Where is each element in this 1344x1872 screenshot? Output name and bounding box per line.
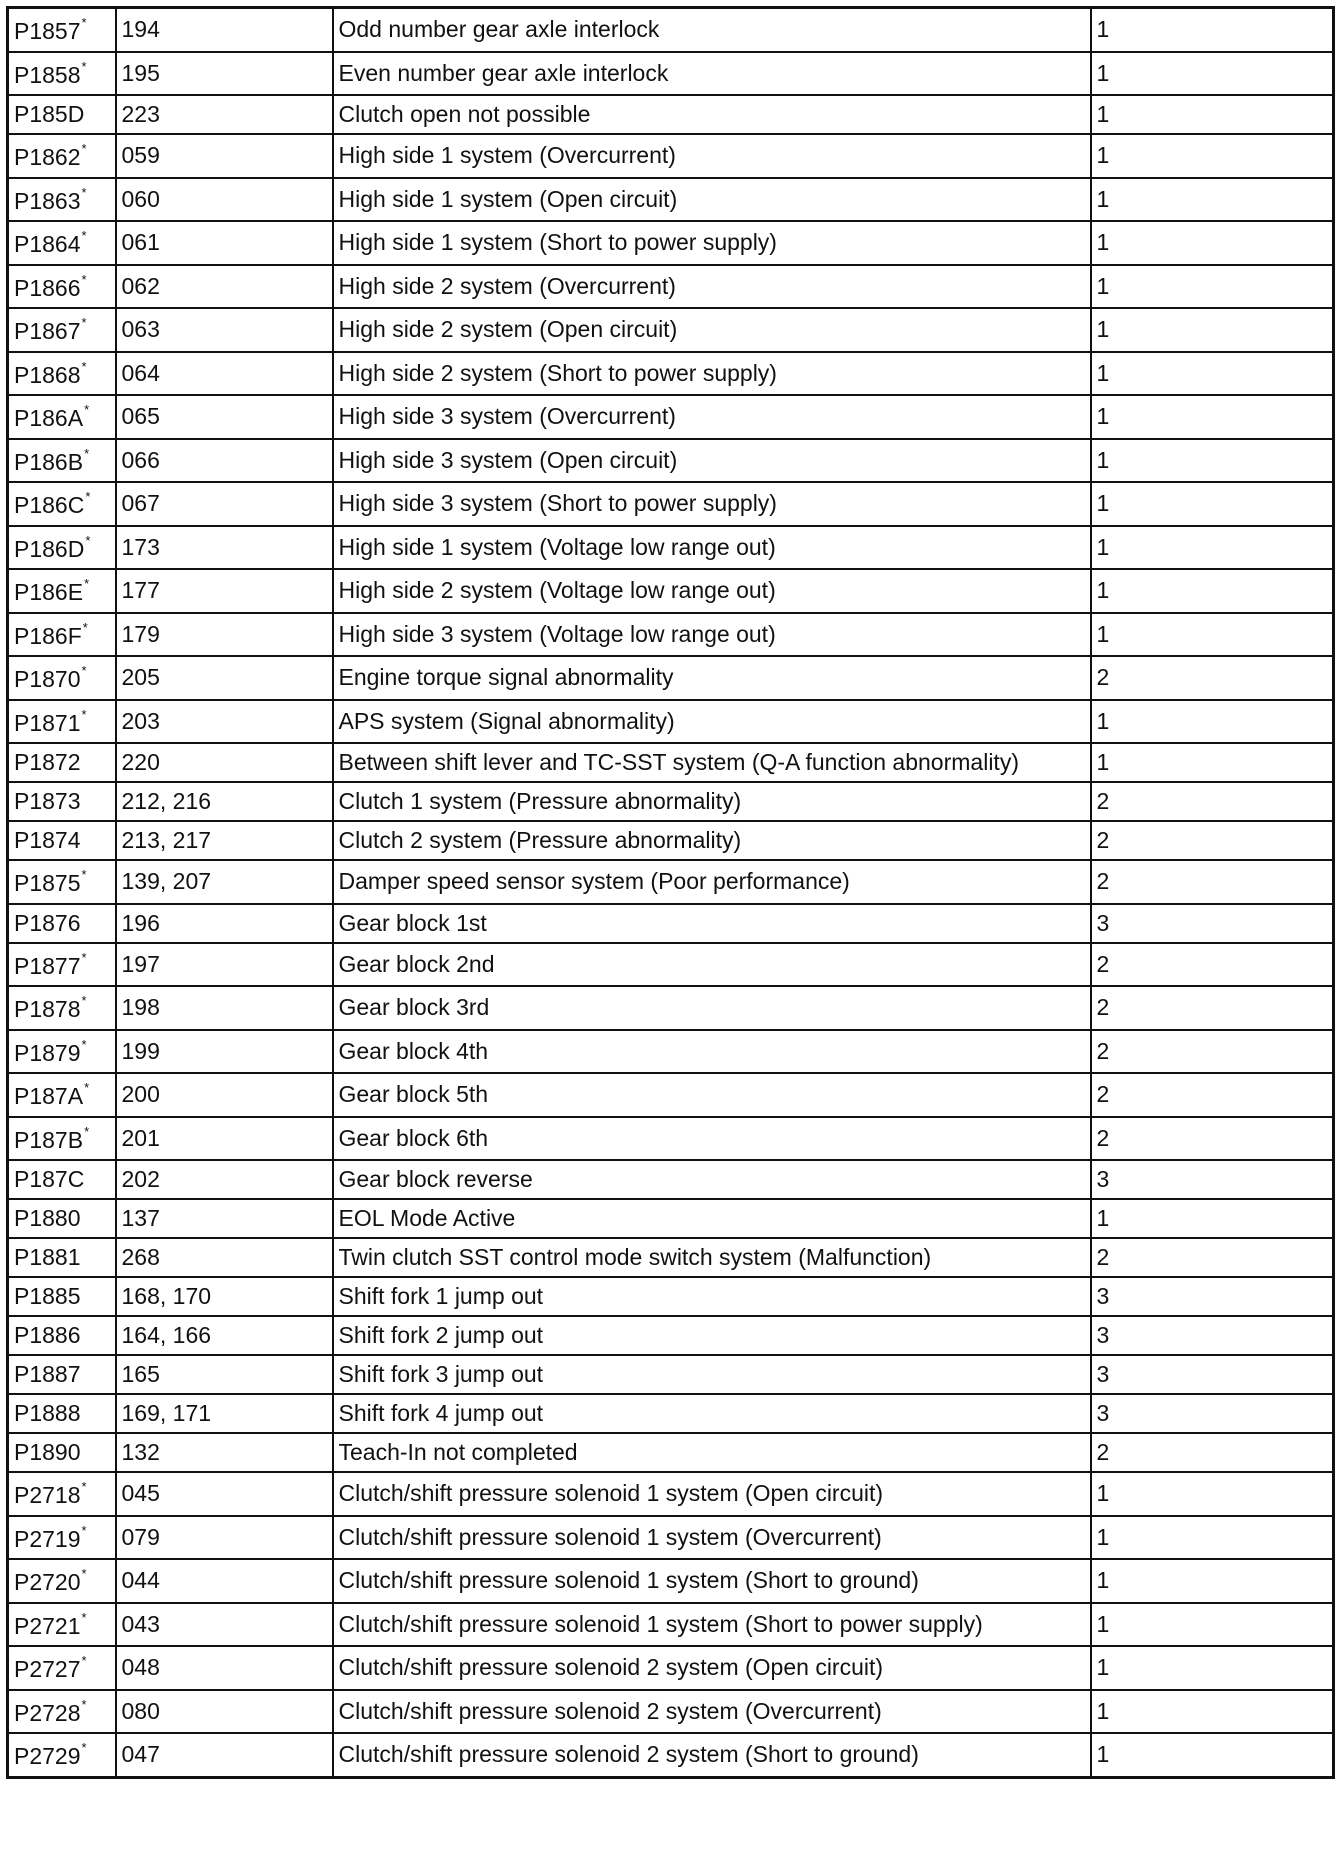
dtc-cell (8, 1238, 116, 1277)
description-cell: Even number gear axle interlock (333, 52, 1091, 96)
description-cell: Clutch/shift pressure solenoid 1 system (Short to power supply) (333, 1603, 1091, 1647)
dtc-cell (8, 1355, 116, 1394)
number-cell: 196 (116, 904, 333, 943)
number-cell: 137 (116, 1199, 333, 1238)
number-cell: 205 (116, 656, 333, 700)
dtc-cell (8, 1160, 116, 1199)
description-cell: APS system (Signal abnormality) (333, 700, 1091, 744)
value-cell: 2 (1091, 782, 1334, 821)
description-cell: Gear block 4th (333, 1030, 1091, 1074)
number-cell: 062 (116, 265, 333, 309)
dtc-cell (8, 221, 116, 265)
description-cell: Gear block 3rd (333, 986, 1091, 1030)
number-cell: 179 (116, 613, 333, 657)
number-cell: 061 (116, 221, 333, 265)
dtc-code: P1880 (14, 1205, 81, 1231)
dtc-cell (8, 395, 116, 439)
number-cell: 139, 207 (116, 860, 333, 904)
dtc-cell (8, 904, 116, 943)
dtc-cell (8, 986, 116, 1030)
dtc-code: P2720 (14, 1569, 81, 1596)
description-cell: High side 1 system (Short to power supply) (333, 221, 1091, 265)
value-cell: 2 (1091, 821, 1334, 860)
description-cell: Clutch open not possible (333, 95, 1091, 134)
dtc-cell (8, 95, 116, 134)
table-row (8, 569, 1334, 613)
number-cell: 060 (116, 178, 333, 222)
dtc-cell (8, 8, 116, 52)
value-cell: 2 (1091, 1238, 1334, 1277)
dtc-code: P186D (14, 535, 85, 562)
value-cell: 3 (1091, 904, 1334, 943)
asterisk-mark: * (84, 1123, 90, 1139)
number-cell: 213, 217 (116, 821, 333, 860)
number-cell: 063 (116, 308, 333, 352)
dtc-code: P1890 (14, 1439, 81, 1465)
description-cell: High side 2 system (Open circuit) (333, 308, 1091, 352)
description-cell: Odd number gear axle interlock (333, 8, 1091, 52)
asterisk-mark: * (81, 1036, 87, 1052)
number-cell: 079 (116, 1516, 333, 1560)
value-cell: 2 (1091, 943, 1334, 987)
asterisk-mark: * (84, 1080, 90, 1096)
description-cell: Damper speed sensor system (Poor performance) (333, 860, 1091, 904)
dtc-code: P1879 (14, 1039, 81, 1066)
table-row (8, 1199, 1334, 1238)
dtc-cell (8, 743, 116, 782)
dtc-code: P1877 (14, 952, 81, 979)
number-cell: 199 (116, 1030, 333, 1074)
asterisk-mark: * (81, 1696, 87, 1712)
number-cell: 223 (116, 95, 333, 134)
description-cell: Shift fork 1 jump out (333, 1277, 1091, 1316)
value-cell: 1 (1091, 613, 1334, 657)
number-cell: 065 (116, 395, 333, 439)
asterisk-mark: * (81, 271, 87, 287)
dtc-code: P1878 (14, 996, 81, 1023)
value-cell: 2 (1091, 1433, 1334, 1472)
dtc-table-body (8, 8, 1334, 1778)
value-cell: 1 (1091, 308, 1334, 352)
table-row (8, 1117, 1334, 1161)
dtc-cell (8, 1073, 116, 1117)
number-cell: 064 (116, 352, 333, 396)
number-cell: 173 (116, 526, 333, 570)
dtc-code: P1863 (14, 187, 81, 214)
asterisk-mark: * (85, 489, 91, 505)
value-cell: 1 (1091, 221, 1334, 265)
description-cell: Twin clutch SST control mode switch system (Malfunction) (333, 1238, 1091, 1277)
asterisk-mark: * (81, 58, 87, 74)
table-row (8, 613, 1334, 657)
number-cell: 198 (116, 986, 333, 1030)
dtc-code: P1875 (14, 870, 81, 897)
table-row (8, 743, 1334, 782)
dtc-cell (8, 134, 116, 178)
dtc-cell (8, 1199, 116, 1238)
description-cell: High side 1 system (Overcurrent) (333, 134, 1091, 178)
dtc-code: P2719 (14, 1525, 81, 1552)
description-cell: Clutch/shift pressure solenoid 1 system (Short to ground) (333, 1559, 1091, 1603)
description-cell: EOL Mode Active (333, 1199, 1091, 1238)
table-row (8, 1646, 1334, 1690)
asterisk-mark: * (81, 993, 87, 1009)
dtc-cell (8, 265, 116, 309)
dtc-cell (8, 352, 116, 396)
description-cell: High side 2 system (Short to power supply) (333, 352, 1091, 396)
asterisk-mark: * (81, 1479, 87, 1495)
dtc-code: P1885 (14, 1283, 81, 1309)
description-cell: Clutch/shift pressure solenoid 2 system (Overcurrent) (333, 1690, 1091, 1734)
dtc-code: P187B (14, 1126, 84, 1153)
value-cell: 1 (1091, 352, 1334, 396)
dtc-cell (8, 1472, 116, 1516)
dtc-table (6, 6, 1335, 1779)
asterisk-mark: * (81, 706, 87, 722)
number-cell: 067 (116, 482, 333, 526)
table-row (8, 352, 1334, 396)
number-cell: 059 (116, 134, 333, 178)
description-cell: Gear block 5th (333, 1073, 1091, 1117)
table-row (8, 1316, 1334, 1355)
number-cell: 202 (116, 1160, 333, 1199)
description-cell: High side 3 system (Short to power supply) (333, 482, 1091, 526)
description-cell: Shift fork 4 jump out (333, 1394, 1091, 1433)
description-cell: Clutch 2 system (Pressure abnormality) (333, 821, 1091, 860)
number-cell: 043 (116, 1603, 333, 1647)
value-cell: 1 (1091, 569, 1334, 613)
dtc-cell (8, 1117, 116, 1161)
value-cell: 3 (1091, 1394, 1334, 1433)
dtc-code: P187A (14, 1083, 84, 1110)
table-row (8, 943, 1334, 987)
number-cell: 045 (116, 1472, 333, 1516)
asterisk-mark: * (81, 1653, 87, 1669)
number-cell: 047 (116, 1733, 333, 1777)
dtc-cell (8, 1603, 116, 1647)
description-cell: Clutch 1 system (Pressure abnormality) (333, 782, 1091, 821)
asterisk-mark: * (81, 184, 87, 200)
dtc-cell (8, 1646, 116, 1690)
number-cell: 132 (116, 1433, 333, 1472)
description-cell: Teach-In not completed (333, 1433, 1091, 1472)
asterisk-mark: * (81, 141, 87, 157)
value-cell: 1 (1091, 1733, 1334, 1777)
number-cell: 195 (116, 52, 333, 96)
description-cell: Engine torque signal abnormality (333, 656, 1091, 700)
table-row (8, 526, 1334, 570)
table-row (8, 1690, 1334, 1734)
dtc-cell (8, 782, 116, 821)
table-row (8, 986, 1334, 1030)
dtc-code: P186B (14, 448, 84, 475)
dtc-code: P1867 (14, 318, 81, 345)
asterisk-mark: * (82, 619, 88, 635)
dtc-code: P1864 (14, 231, 81, 258)
asterisk-mark: * (84, 445, 90, 461)
dtc-code: P2718 (14, 1482, 81, 1509)
value-cell: 1 (1091, 482, 1334, 526)
dtc-code: P1872 (14, 749, 81, 775)
dtc-cell (8, 1690, 116, 1734)
asterisk-mark: * (85, 532, 91, 548)
description-cell: Between shift lever and TC-SST system (Q-A function abnormality) (333, 743, 1091, 782)
description-cell: Gear block 2nd (333, 943, 1091, 987)
description-cell: High side 2 system (Voltage low range out) (333, 569, 1091, 613)
dtc-code: P186E (14, 579, 84, 606)
table-row (8, 782, 1334, 821)
dtc-cell (8, 1316, 116, 1355)
description-cell: Shift fork 3 jump out (333, 1355, 1091, 1394)
dtc-cell (8, 943, 116, 987)
number-cell: 220 (116, 743, 333, 782)
table-row (8, 439, 1334, 483)
table-row (8, 1030, 1334, 1074)
value-cell: 1 (1091, 1603, 1334, 1647)
asterisk-mark: * (81, 1566, 87, 1582)
table-row (8, 1733, 1334, 1777)
dtc-code: P2728 (14, 1699, 81, 1726)
dtc-cell (8, 1277, 116, 1316)
dtc-cell (8, 821, 116, 860)
table-row (8, 8, 1334, 52)
table-row (8, 1472, 1334, 1516)
dtc-cell (8, 569, 116, 613)
table-row (8, 1559, 1334, 1603)
value-cell: 1 (1091, 1559, 1334, 1603)
value-cell: 2 (1091, 1073, 1334, 1117)
description-cell: High side 2 system (Overcurrent) (333, 265, 1091, 309)
dtc-cell (8, 526, 116, 570)
table-row (8, 482, 1334, 526)
table-row (8, 700, 1334, 744)
asterisk-mark: * (81, 663, 87, 679)
description-cell: Clutch/shift pressure solenoid 2 system (Short to ground) (333, 1733, 1091, 1777)
dtc-cell (8, 52, 116, 96)
description-cell: High side 1 system (Open circuit) (333, 178, 1091, 222)
number-cell: 048 (116, 1646, 333, 1690)
dtc-code: P1862 (14, 144, 81, 171)
table-row (8, 1160, 1334, 1199)
dtc-code: P1871 (14, 709, 81, 736)
table-row (8, 1603, 1334, 1647)
dtc-cell (8, 860, 116, 904)
table-row (8, 221, 1334, 265)
number-cell: 212, 216 (116, 782, 333, 821)
description-cell: High side 3 system (Overcurrent) (333, 395, 1091, 439)
dtc-cell (8, 482, 116, 526)
dtc-code: P186F (14, 622, 82, 649)
table-row (8, 1073, 1334, 1117)
value-cell: 1 (1091, 700, 1334, 744)
dtc-code: P1873 (14, 788, 81, 814)
table-row (8, 1355, 1334, 1394)
description-cell: High side 1 system (Voltage low range out) (333, 526, 1091, 570)
value-cell: 2 (1091, 860, 1334, 904)
dtc-cell (8, 1030, 116, 1074)
table-row (8, 265, 1334, 309)
value-cell: 3 (1091, 1277, 1334, 1316)
dtc-code: P2727 (14, 1656, 81, 1683)
dtc-code: P1868 (14, 361, 81, 388)
value-cell: 1 (1091, 265, 1334, 309)
dtc-cell (8, 178, 116, 222)
value-cell: 1 (1091, 1472, 1334, 1516)
value-cell: 1 (1091, 8, 1334, 52)
asterisk-mark: * (81, 949, 87, 965)
asterisk-mark: * (81, 358, 87, 374)
table-row (8, 178, 1334, 222)
asterisk-mark: * (81, 15, 87, 31)
description-cell: Clutch/shift pressure solenoid 1 system (Overcurrent) (333, 1516, 1091, 1560)
asterisk-mark: * (81, 1609, 87, 1625)
description-cell: Clutch/shift pressure solenoid 2 system (Open circuit) (333, 1646, 1091, 1690)
dtc-code: P185D (14, 101, 85, 127)
table-row (8, 1238, 1334, 1277)
value-cell: 1 (1091, 1199, 1334, 1238)
description-cell: High side 3 system (Open circuit) (333, 439, 1091, 483)
description-cell: Shift fork 2 jump out (333, 1316, 1091, 1355)
value-cell: 1 (1091, 1690, 1334, 1734)
dtc-cell (8, 700, 116, 744)
value-cell: 3 (1091, 1160, 1334, 1199)
dtc-code: P1881 (14, 1244, 81, 1270)
dtc-code: P1857 (14, 18, 81, 45)
dtc-cell (8, 1433, 116, 1472)
asterisk-mark: * (84, 576, 90, 592)
dtc-code: P186C (14, 492, 85, 519)
description-cell: Gear block 6th (333, 1117, 1091, 1161)
number-cell: 203 (116, 700, 333, 744)
table-row (8, 395, 1334, 439)
description-cell: High side 3 system (Voltage low range out) (333, 613, 1091, 657)
number-cell: 169, 171 (116, 1394, 333, 1433)
description-cell: Gear block 1st (333, 904, 1091, 943)
asterisk-mark: * (84, 402, 90, 418)
value-cell: 1 (1091, 439, 1334, 483)
dtc-code: P1888 (14, 1400, 81, 1426)
asterisk-mark: * (81, 867, 87, 883)
value-cell: 1 (1091, 395, 1334, 439)
table-row (8, 1433, 1334, 1472)
table-row (8, 308, 1334, 352)
number-cell: 168, 170 (116, 1277, 333, 1316)
number-cell: 268 (116, 1238, 333, 1277)
value-cell: 1 (1091, 95, 1334, 134)
value-cell: 1 (1091, 134, 1334, 178)
dtc-cell (8, 1394, 116, 1433)
dtc-cell (8, 1559, 116, 1603)
dtc-code: P1874 (14, 827, 81, 853)
value-cell: 1 (1091, 1646, 1334, 1690)
table-row (8, 821, 1334, 860)
value-cell: 3 (1091, 1355, 1334, 1394)
table-row (8, 1277, 1334, 1316)
dtc-code: P1886 (14, 1322, 81, 1348)
dtc-code: P187C (14, 1166, 85, 1192)
asterisk-mark: * (81, 1522, 87, 1538)
dtc-code: P186A (14, 405, 84, 432)
value-cell: 2 (1091, 986, 1334, 1030)
number-cell: 066 (116, 439, 333, 483)
dtc-code: P1870 (14, 666, 81, 693)
dtc-code: P1876 (14, 909, 81, 936)
number-cell: 164, 166 (116, 1316, 333, 1355)
dtc-code: P1887 (14, 1361, 81, 1387)
dtc-cell (8, 1516, 116, 1560)
asterisk-mark: * (81, 228, 87, 244)
number-cell: 044 (116, 1559, 333, 1603)
value-cell: 1 (1091, 1516, 1334, 1560)
dtc-cell (8, 1733, 116, 1777)
dtc-cell (8, 656, 116, 700)
value-cell: 1 (1091, 526, 1334, 570)
dtc-code: P1858 (14, 61, 81, 88)
number-cell: 165 (116, 1355, 333, 1394)
number-cell: 177 (116, 569, 333, 613)
number-cell: 197 (116, 943, 333, 987)
description-cell: Clutch/shift pressure solenoid 1 system (Open circuit) (333, 1472, 1091, 1516)
description-cell: Gear block reverse (333, 1160, 1091, 1199)
dtc-code: P1866 (14, 274, 81, 301)
dtc-cell (8, 613, 116, 657)
value-cell: 1 (1091, 743, 1334, 782)
table-row (8, 95, 1334, 134)
dtc-cell (8, 308, 116, 352)
dtc-code: P2729 (14, 1743, 81, 1770)
table-row (8, 656, 1334, 700)
number-cell: 194 (116, 8, 333, 52)
value-cell: 2 (1091, 656, 1334, 700)
number-cell: 080 (116, 1690, 333, 1734)
asterisk-mark: * (81, 315, 87, 331)
value-cell: 1 (1091, 52, 1334, 96)
table-row (8, 860, 1334, 904)
table-row (8, 52, 1334, 96)
value-cell: 3 (1091, 1316, 1334, 1355)
asterisk-mark: * (81, 1740, 87, 1756)
number-cell: 201 (116, 1117, 333, 1161)
value-cell: 2 (1091, 1117, 1334, 1161)
number-cell: 200 (116, 1073, 333, 1117)
dtc-code: P2721 (14, 1612, 81, 1639)
value-cell: 2 (1091, 1030, 1334, 1074)
table-row (8, 1516, 1334, 1560)
table-row (8, 134, 1334, 178)
table-row (8, 904, 1334, 943)
table-row (8, 1394, 1334, 1433)
value-cell: 1 (1091, 178, 1334, 222)
dtc-cell (8, 439, 116, 483)
